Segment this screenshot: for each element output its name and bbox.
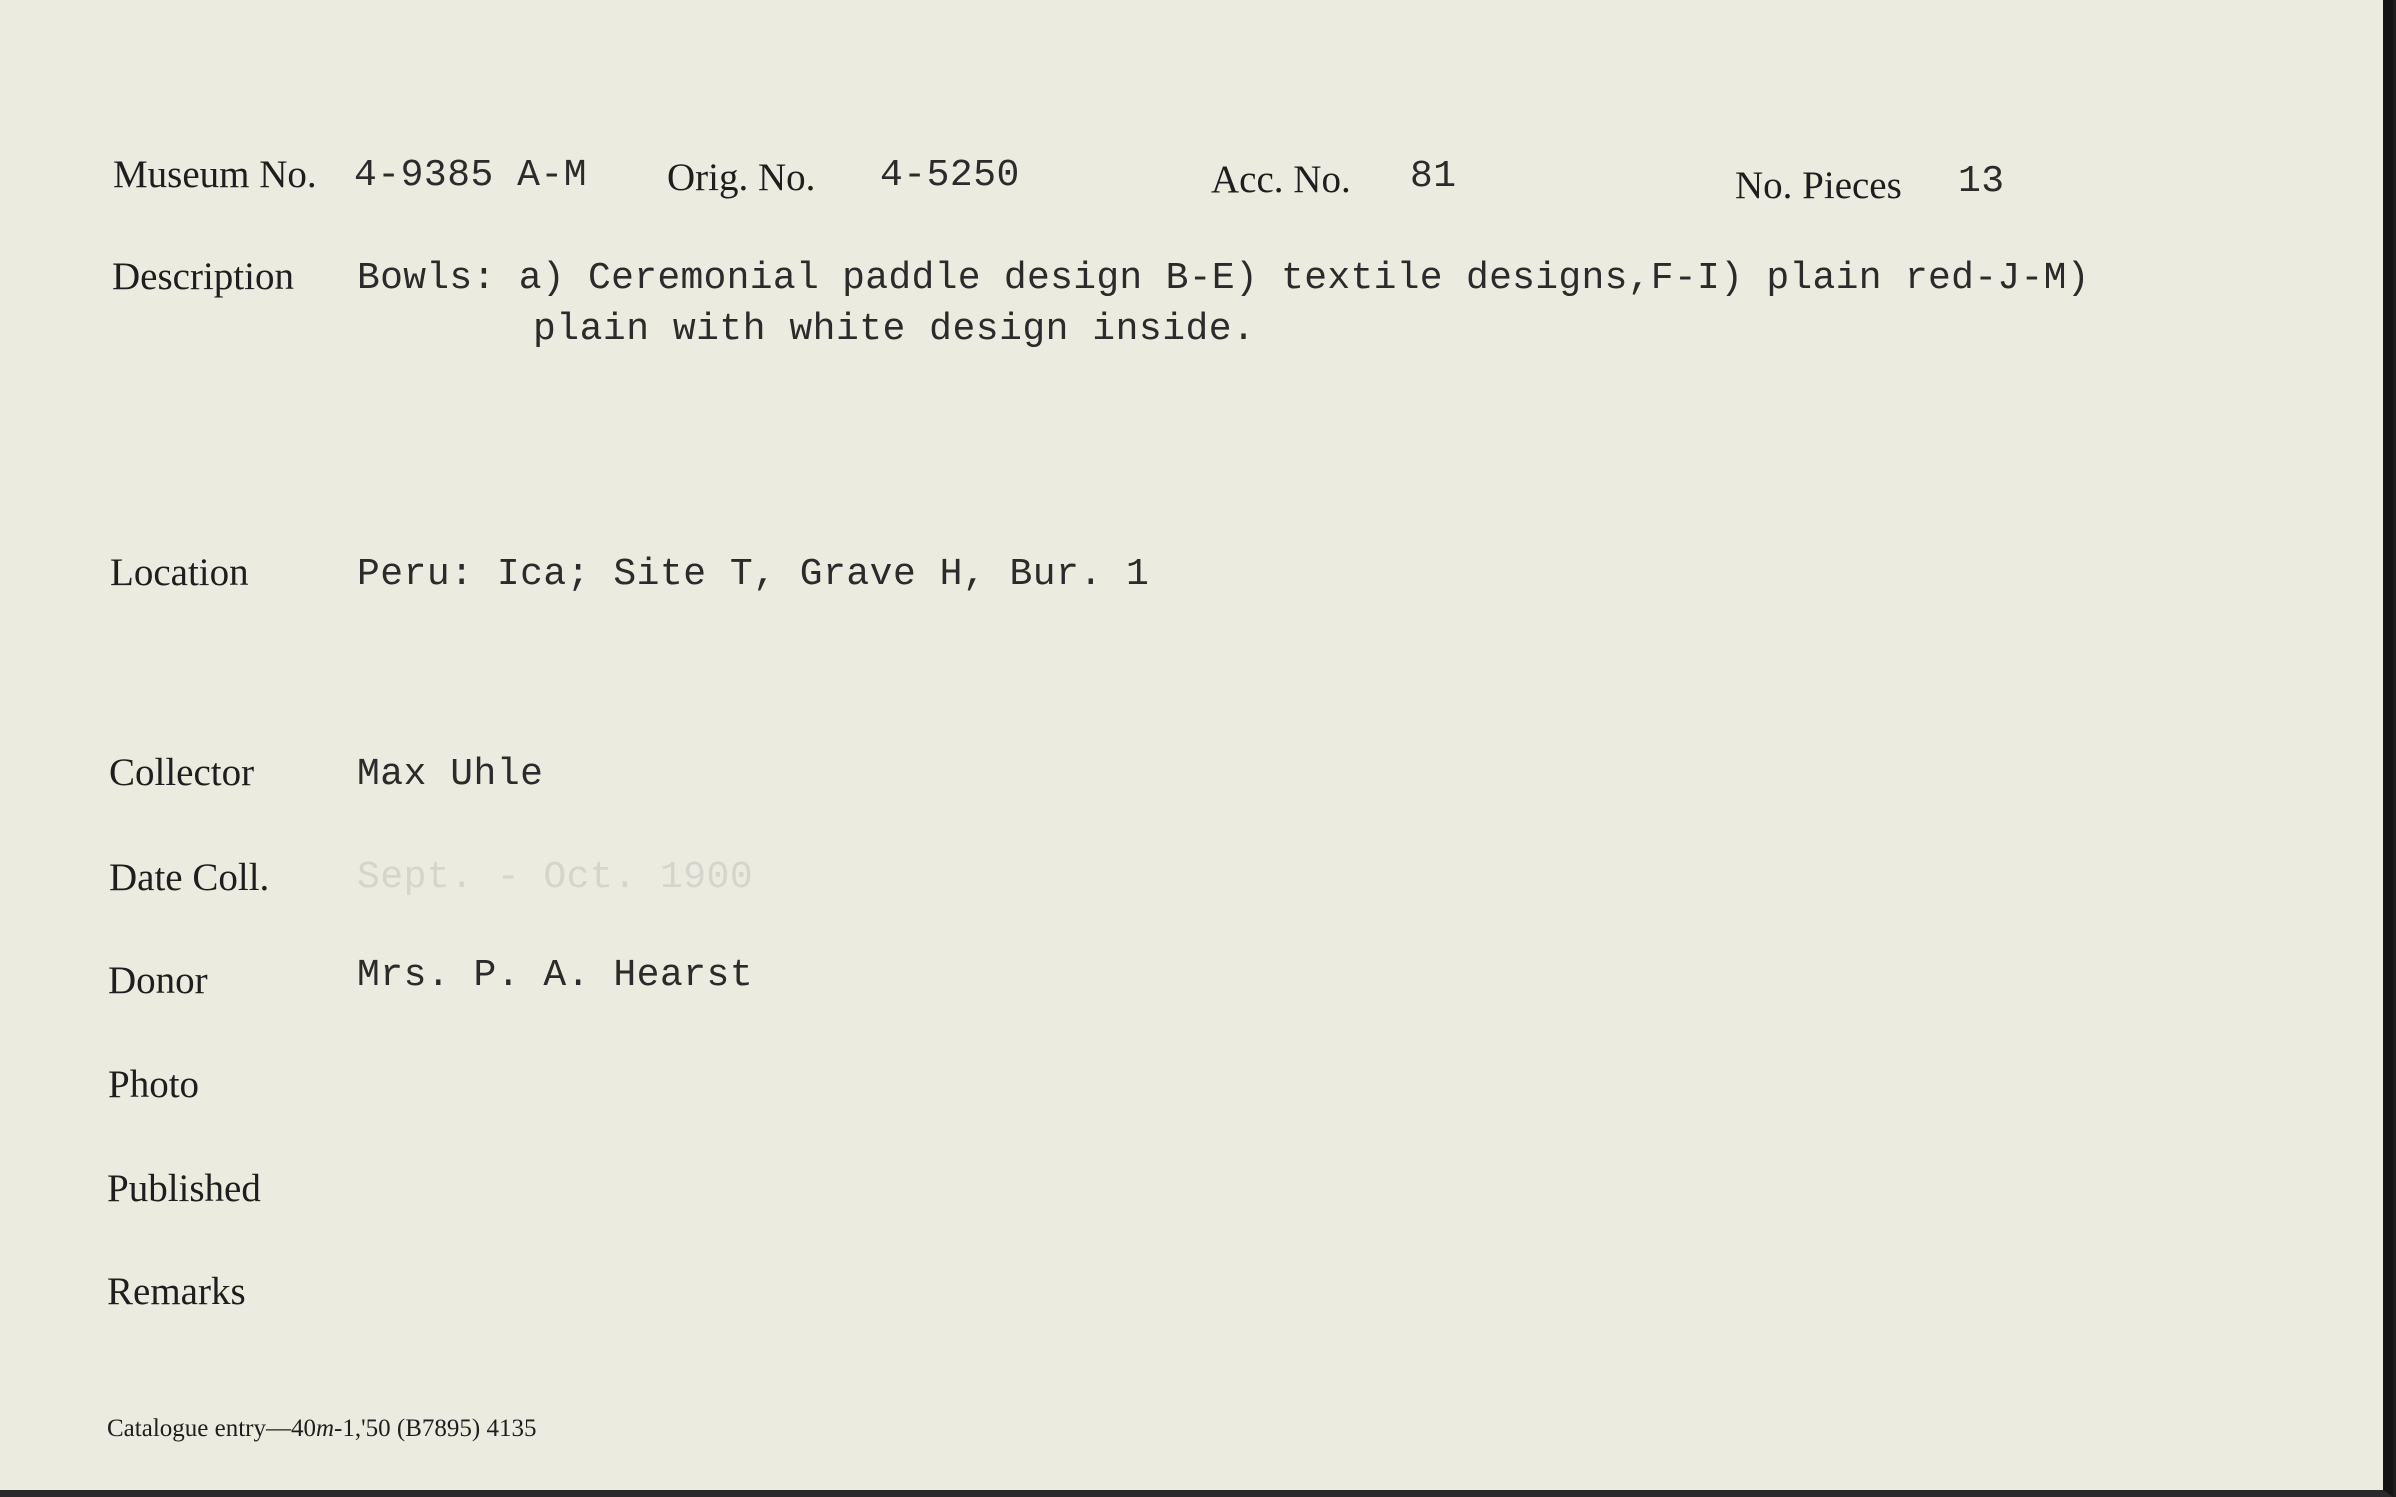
footer-prefix: Catalogue entry—40 [107,1415,316,1442]
donor-value: Mrs. P. A. Hearst [357,954,754,997]
acc-no-label: Acc. No. [1211,158,1351,201]
footer-italic: m [315,1415,335,1442]
date-coll-label: Date Coll. [109,856,270,899]
collector-label: Collector [109,751,255,794]
location-value: Peru: Ica; Site T, Grave H, Bur. 1 [357,553,1150,596]
orig-no-value: 4-5250 [880,154,1020,197]
donor-label: Donor [108,959,208,1002]
no-pieces-value: 13 [1958,160,2005,203]
remarks-label: Remarks [107,1270,246,1313]
museum-no-label: Museum No. [113,153,317,196]
date-coll-value: Sept. - Oct. 1900 [357,856,754,899]
published-label: Published [107,1167,261,1210]
footer-suffix: -1,'50 (B7895) 4135 [334,1415,537,1442]
location-label: Location [110,551,249,594]
museum-no-value: 4-9385 A-M [354,154,588,197]
orig-no-label: Orig. No. [667,156,816,199]
no-pieces-label: No. Pieces [1735,164,1902,207]
description-label: Description [112,255,294,298]
acc-no-value: 81 [1410,155,1457,198]
description-line-1: Bowls: a) Ceremonial paddle design B-E) textile designs,F-I) plain red-J-M) [357,257,2090,300]
catalogue-footer [107,1416,536,1441]
photo-label: Photo [108,1063,200,1106]
collector-value: Max Uhle [357,753,544,796]
description-line-2: plain with white design inside. [533,308,1256,351]
